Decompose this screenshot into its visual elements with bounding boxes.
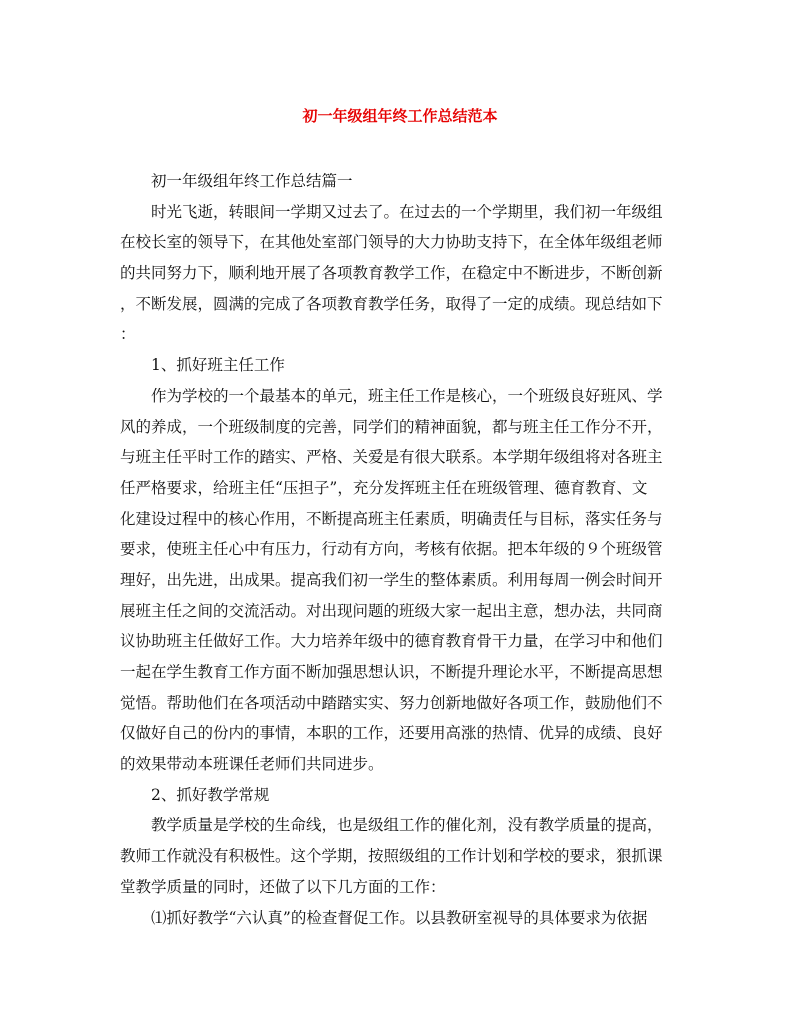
- paragraph-line: 在校长室的领导下，在其他处室部门领导的大力协助支持下，在全体年级组老师: [120, 233, 663, 252]
- paragraph-line: 作为学校的一个最基本的单元，班主任工作是核心，一个班级良好班风、学: [151, 386, 663, 405]
- paragraph-line: 仅做好自己的份内的事情，本职的工作，还要用高涨的热情、优异的成绩、良好: [120, 724, 663, 743]
- paragraph-line: 与班主任平时工作的踏实、严格、关爱是有很大联系。本学期年级组将对各班主: [120, 448, 663, 467]
- paragraph-line: 的共同努力下，顺利地开展了各项教育教学工作，在稳定中不断进步，不断创新: [120, 264, 663, 283]
- paragraph-line: ，不断发展，圆满的完成了各项教育教学任务，取得了一定的成绩。现总结如下: [120, 294, 663, 313]
- paragraph-line: 堂教学质量的同时，还做了以下几方面的工作：: [120, 877, 446, 896]
- paragraph-line: 2、抓好教学常规: [151, 785, 270, 804]
- document-title: 初一年级组年终工作总结范本: [302, 107, 498, 125]
- paragraph-line: 教学质量是学校的生命线，也是级组工作的催化剂，没有教学质量的提高，: [151, 816, 663, 835]
- paragraph-line: 教师工作就没有积极性。这个学期，按照级组的工作计划和学校的要求，狠抓课: [120, 847, 663, 866]
- paragraph-line: 要求，使班主任心中有压力，行动有方向，考核有依据。把本年级的９个班级管: [120, 540, 663, 559]
- paragraph-line: 议协助班主任做好工作。大力培养年级中的德育教育骨干力量，在学习中和他们: [120, 632, 663, 651]
- paragraph-line: 觉悟。帮助他们在各项活动中踏踏实实、努力创新地做好各项工作，鼓励他们不: [120, 693, 663, 712]
- paragraph-line: 一起在学生教育工作方面不断加强思想认识，不断提升理论水平，不断提高思想: [120, 663, 663, 681]
- paragraph-line: 1、抓好班主任工作: [151, 356, 285, 375]
- paragraph-line: 任严格要求，给班主任“压担子”，充分发挥班主任在班级管理、德育教育、文: [120, 478, 648, 497]
- paragraph-line: 理好，出先进，出成果。提高我们初一学生的整体素质。利用每周一例会时间开: [120, 570, 663, 589]
- paragraph-line: 风的养成，一个班级制度的完善，同学们的精神面貌，都与班主任工作分不开，: [120, 417, 663, 436]
- paragraph-line: 时光飞逝，转眼间一学期又过去了。在过去的一个学期里，我们初一年级组: [151, 202, 663, 221]
- paragraph-line: ⑴抓好教学“六认真”的检查督促工作。以县教研室视导的具体要求为依据: [151, 908, 648, 927]
- paragraph-line: 初一年级组年终工作总结篇一: [151, 172, 353, 190]
- paragraph-line: ：: [120, 325, 136, 344]
- document-body: [120, 166, 683, 933]
- paragraph-line: 展班主任之间的交流活动。对出现问题的班级大家一起出主意，想办法，共同商: [120, 601, 663, 620]
- paragraph-line: 化建设过程中的核心作用，不断提高班主任素质，明确责任与目标，落实任务与: [120, 509, 663, 528]
- paragraph-line: 的效果带动本班课任老师们共同进步。: [120, 755, 384, 774]
